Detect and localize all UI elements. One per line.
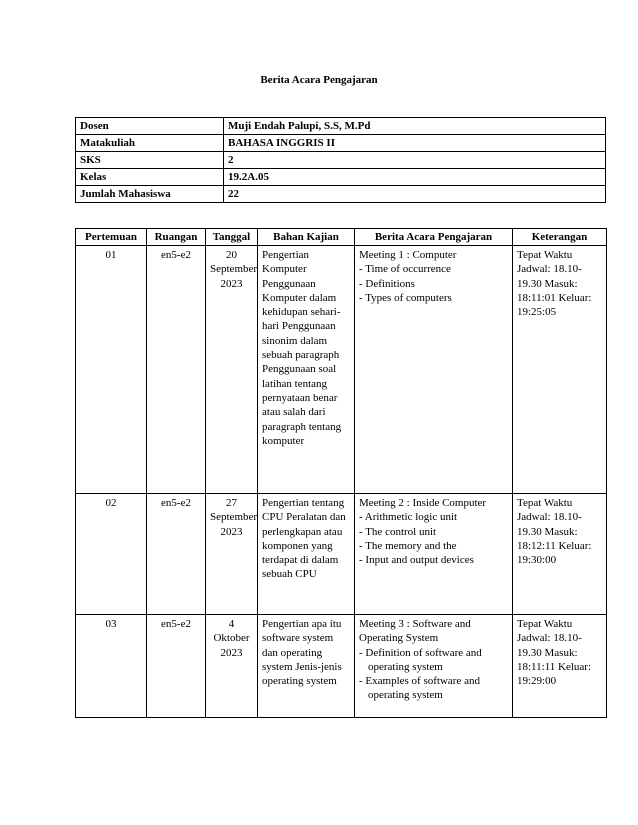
- info-table: [75, 117, 606, 203]
- bap-item: - Definitions: [359, 277, 415, 290]
- info-label: Jumlah Mahasiswa: [76, 186, 224, 203]
- bap-item: - Types of computers: [359, 291, 452, 304]
- table-row: [76, 246, 607, 494]
- schedule-table: [75, 228, 607, 718]
- cell-keterangan: Tepat Waktu Jadwal: 18.10-19.30 Masuk: 18:12:11 Keluar: 19:30:00: [513, 494, 607, 615]
- schedule-header-row: [76, 229, 607, 246]
- cell-berita-acara: [355, 246, 513, 494]
- cell-keterangan: Tepat Waktu Jadwal: 18.10-19.30 Masuk: 18:11:11 Keluar: 19:29:00: [513, 615, 607, 718]
- bap-heading: Meeting 3 : Software and Operating System: [359, 618, 471, 645]
- info-label: Matakuliah: [76, 135, 224, 152]
- cell-tanggal: 27 September 2023: [206, 494, 258, 615]
- cell-bahan-kajian: Pengertian Komputer Penggunaan Komputer dalam kehidupan sehari-hari Penggunaan sinonim dalam sebuah paragraph Penggunaan soal latihan tentang pernyataan benar atau salah dari paragraph tentang komputer: [258, 246, 355, 494]
- cell-pertemuan: 02: [76, 494, 147, 615]
- bap-item: - Definition of software and operating system: [359, 646, 482, 673]
- bap-item: - Input and output devices: [359, 554, 474, 567]
- cell-pertemuan: 01: [76, 246, 147, 494]
- cell-tanggal: 4 Oktober 2023: [206, 615, 258, 718]
- info-row: [76, 152, 606, 169]
- info-row: [76, 169, 606, 186]
- cell-bahan-kajian: Pengertian tentang CPU Peralatan dan perlengkapan atau komponen yang terdapat di dalam sebuah CPU: [258, 494, 355, 615]
- header-tanggal: Tanggal: [206, 229, 258, 246]
- info-value: 19.2A.05: [224, 169, 606, 186]
- info-row: [76, 186, 606, 203]
- bap-item: - The memory and the: [359, 539, 457, 552]
- cell-berita-acara: [355, 615, 513, 718]
- bap-heading: Meeting 1 : Computer: [359, 249, 457, 261]
- info-value: Muji Endah Palupi, S.S, M.Pd: [224, 118, 606, 135]
- info-label: Kelas: [76, 169, 224, 186]
- cell-berita-acara: [355, 494, 513, 615]
- header-pertemuan: Pertemuan: [76, 229, 147, 246]
- cell-pertemuan: 03: [76, 615, 147, 718]
- cell-tanggal: 20 September 2023: [206, 246, 258, 494]
- info-value: 2: [224, 152, 606, 169]
- bap-heading: Meeting 2 : Inside Computer: [359, 497, 487, 509]
- cell-ruangan: en5-e2: [147, 494, 206, 615]
- table-row: [76, 494, 607, 615]
- cell-keterangan: Tepat Waktu Jadwal: 18.10-19.30 Masuk: 18:11:01 Keluar: 19:25:05: [513, 246, 607, 494]
- info-label: Dosen: [76, 118, 224, 135]
- bap-item: - Time of occurrence: [359, 263, 451, 276]
- header-keterangan: Keterangan: [513, 229, 607, 246]
- cell-ruangan: en5-e2: [147, 615, 206, 718]
- header-bahan-kajian: Bahan Kajian: [258, 229, 355, 246]
- bap-item: - Arithmetic logic unit: [359, 511, 458, 524]
- info-row: [76, 135, 606, 152]
- info-value: 22: [224, 186, 606, 203]
- header-ruangan: Ruangan: [147, 229, 206, 246]
- bap-item: - Examples of software and operating system: [359, 675, 480, 702]
- info-value: BAHASA INGGRIS II: [224, 135, 606, 152]
- header-berita-acara: Berita Acara Pengajaran: [355, 229, 513, 246]
- info-label: SKS: [76, 152, 224, 169]
- table-row: [76, 615, 607, 718]
- bap-item: - The control unit: [359, 525, 437, 538]
- info-row: [76, 118, 606, 135]
- page-title: Berita Acara Pengajaran: [260, 74, 378, 86]
- cell-bahan-kajian: Pengertian apa itu software system dan operating system Jenis-jenis operating system: [258, 615, 355, 718]
- cell-ruangan: en5-e2: [147, 246, 206, 494]
